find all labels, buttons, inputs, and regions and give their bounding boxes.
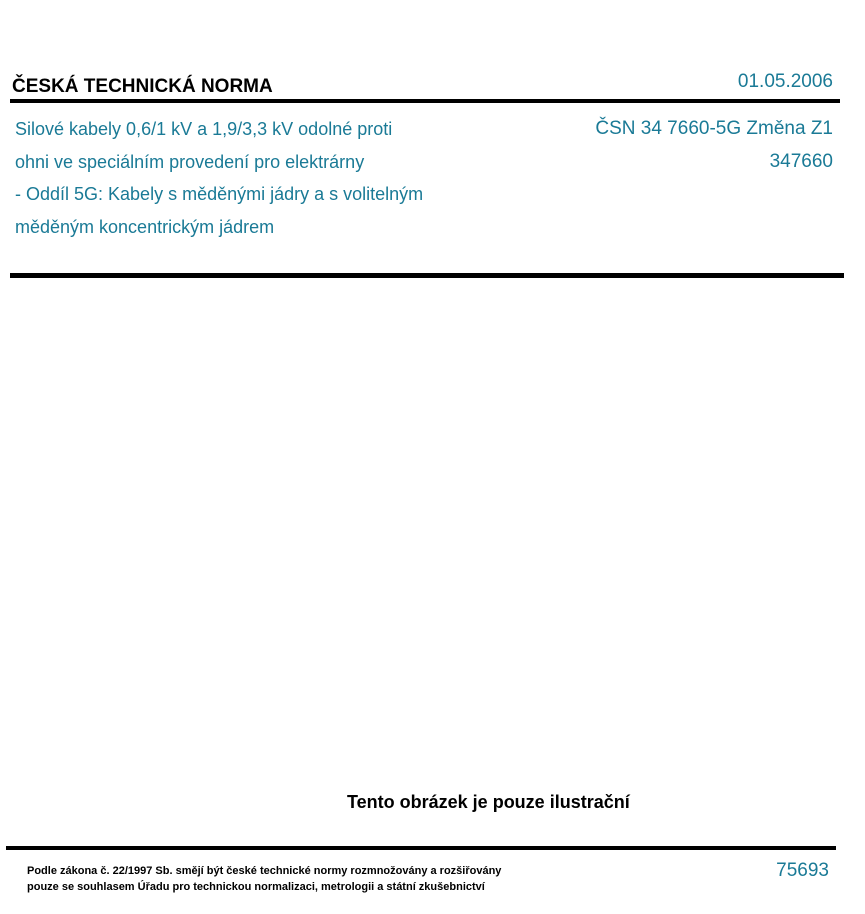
standard-title-line: - Oddíl 5G: Kabely s měděnými jádry a s volitelným	[15, 184, 424, 204]
standard-designation: ČSN 34 7660-5G Změna Z1	[595, 118, 833, 139]
class-number: 347660	[769, 150, 833, 172]
legal-notice-line: Podle zákona č. 22/1997 Sb. smějí být české technické normy rozmnožovány a rozšiřovány	[27, 865, 502, 877]
standard-designation-block	[595, 113, 833, 178]
legal-notice-line: pouze se souhlasem Úřadu pro technickou normalizaci, metrologii a státní zkušebnictví	[27, 881, 485, 893]
publication-date: 01.05.2006	[737, 71, 833, 92]
standard-title	[15, 113, 535, 243]
document-type-heading: ČESKÁ TECHNICKÁ NORMA	[12, 76, 273, 97]
standard-title-line: měděným koncentrickým jádrem	[15, 216, 275, 237]
legal-notice	[27, 863, 501, 895]
standard-title-line: Silové kabely 0,6/1 kV a 1,9/3,3 kV odolné proti	[15, 119, 393, 139]
illustration-notice: Tento obrázek je pouze ilustrační	[347, 792, 630, 812]
standard-title-line: ohni ve speciálním provedení pro elektrárny	[15, 151, 365, 172]
catalog-number: 75693	[776, 860, 829, 881]
top-divider	[10, 99, 840, 103]
middle-divider	[10, 273, 844, 278]
bottom-divider	[6, 846, 836, 850]
